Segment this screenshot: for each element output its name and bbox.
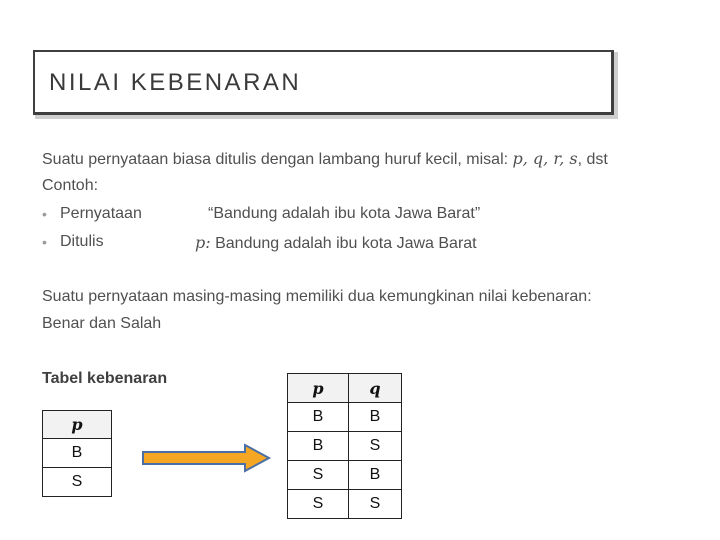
right-arrow-icon [142, 443, 272, 473]
truth-table-double [287, 373, 402, 519]
intro-symbols: p, q, r, s [512, 149, 578, 168]
table-cell: B [349, 403, 402, 432]
table-cell: S [288, 461, 349, 490]
intro-suffix: , dst [577, 151, 608, 168]
example-item-written [195, 233, 477, 253]
possibilities-line1: Suatu pernyataan masing-masing memiliki dua kemungkinan nilai kebenaran: [42, 288, 592, 305]
slide-title: NILAI KEBENARAN [49, 69, 302, 96]
table-cell: B [288, 432, 349, 461]
intro-line [42, 149, 608, 169]
title-box [33, 50, 614, 115]
table-cell: S [43, 468, 112, 497]
example-item-value: “Bandung adalah ibu kota Jawa Barat” [208, 205, 481, 222]
intro-text: Suatu pernyataan biasa ditulis dengan lambang huruf kecil, misal: [42, 151, 509, 168]
table-cell: B [288, 403, 349, 432]
table-cell: B [349, 461, 402, 490]
table-header-p: p [43, 411, 112, 439]
bullet-icon: • [42, 206, 47, 222]
example-item-label: Ditulis [60, 233, 104, 250]
example-symbol: p: [195, 233, 211, 252]
bullet-icon: • [42, 234, 47, 250]
table-heading: Tabel kebenaran [42, 370, 168, 387]
table-header-p: p [288, 374, 349, 403]
table-cell: S [349, 490, 402, 519]
truth-table-single [42, 410, 112, 497]
table-cell: B [43, 439, 112, 468]
table-cell: S [349, 432, 402, 461]
example-item-label: Pernyataan [60, 205, 142, 222]
possibilities-line2: Benar dan Salah [42, 315, 162, 332]
example-item-value: Bandung adalah ibu kota Jawa Barat [215, 235, 477, 252]
table-header-q: q [349, 374, 402, 403]
table-cell: S [288, 490, 349, 519]
example-label: Contoh: [42, 177, 99, 194]
